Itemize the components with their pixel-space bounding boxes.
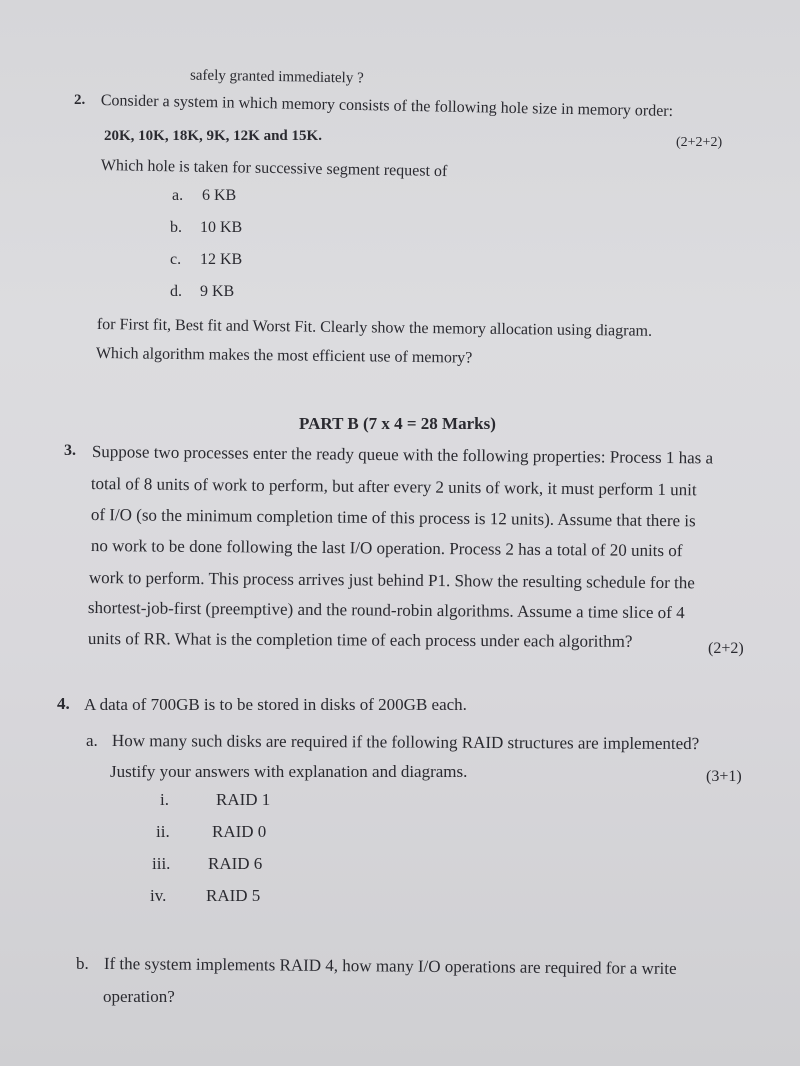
q2-after2: Which algorithm makes the most efficient use of memory? (95, 344, 473, 367)
q3-line: work to perform. This process arrives just behind P1. Show the resulting schedule for the (88, 567, 695, 593)
raid-item: iii. RAID 6 (152, 854, 263, 873)
q2-number: 2. (74, 92, 86, 108)
q2-after1: for First fit, Best fit and Worst Fit. Clearly show the memory allocation using diagram. (96, 315, 653, 340)
raid-item: ii. RAID 0 (156, 822, 267, 841)
q2-holes: 20K, 10K, 18K, 9K, 12K and 15K. (104, 128, 322, 144)
q4a-line2: Justify your answers with explanation and diagrams. (110, 762, 468, 781)
q3-line: total of 8 units of work to perform, but after every 2 units of work, it must perform 1 unit (90, 473, 697, 500)
q1-tail: safely granted immediately ? (189, 67, 364, 87)
q2-marks: (2+2+2) (676, 135, 723, 150)
q3-line: units of RR. What is the completion time of each process under each algorithm? (87, 629, 633, 651)
q2-line1: Consider a system in which memory consists of the following hole size in memory order: (100, 91, 674, 120)
part-b-heading: PART B (7 x 4 = 28 Marks) (299, 414, 496, 433)
q4a-marks: (3+1) (706, 768, 742, 785)
q3-marks: (2+2) (708, 640, 744, 657)
q2-line3: Which hole is taken for successive segment request of (100, 156, 448, 181)
q3-number: 3. (64, 442, 76, 459)
q4b-line2: operation? (103, 987, 175, 1006)
q2-option: d. 9 KB (170, 283, 235, 300)
raid-item: i. RAID 1 (160, 790, 271, 809)
q4-number: 4. (57, 694, 70, 713)
q3-line: Suppose two processes enter the ready queue with the following properties: Process 1 has a (91, 441, 714, 468)
q3-line: of I/O (so the minimum completion time of this process is 12 units). Assume that there is (90, 504, 696, 531)
q4-intro: A data of 700GB is to be stored in disks of 200GB each. (84, 695, 467, 714)
q4a-label: a. (86, 731, 98, 750)
q4b-line1: If the system implements RAID 4, how many I/O operations are required for a write (103, 953, 677, 978)
q3-line: shortest-job-first (preemptive) and the round-robin algorithms. Assume a time slice of 4 (87, 597, 685, 623)
q2-option: a. 6 KB (172, 187, 237, 204)
q2-option: c. 12 KB (170, 251, 243, 268)
q4b-label: b. (76, 954, 89, 973)
raid-item: iv. RAID 5 (150, 886, 261, 905)
q4a-line1: How many such disks are required if the following RAID structures are implemented? (111, 731, 700, 754)
q3-line: no work to be done following the last I/O operation. Process 2 has a total of 20 units of (90, 535, 683, 561)
q2-option: b. 10 KB (170, 219, 243, 236)
